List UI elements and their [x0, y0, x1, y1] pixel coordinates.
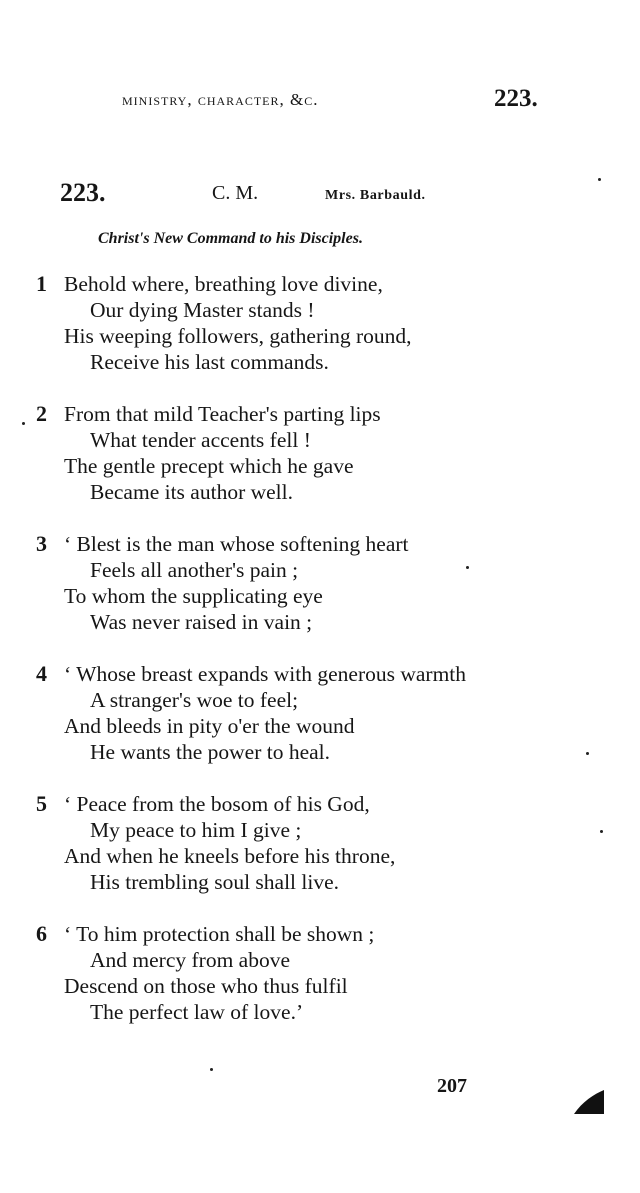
- verse-line: Our dying Master stands !: [90, 298, 315, 322]
- stanza-number: 6: [36, 921, 47, 946]
- verse-line: And when he kneels before his throne,: [64, 844, 396, 868]
- running-head: [0, 85, 640, 118]
- stanza-6: [0, 916, 640, 1024]
- verse-line: And mercy from above: [90, 948, 290, 972]
- verse-line: Feels all another's pain ;: [90, 558, 299, 582]
- stanza-number: 5: [36, 791, 47, 816]
- verse-line: The perfect law of love.’: [90, 1000, 304, 1024]
- verse-line: To whom the supplicating eye: [64, 584, 323, 608]
- page-corner-mark-icon: [572, 1088, 606, 1116]
- print-speck: [586, 752, 589, 755]
- verse-line: His weeping followers, gathering round,: [64, 324, 412, 348]
- stanza-number: 1: [36, 271, 47, 296]
- verse-line: What tender accents fell !: [90, 428, 311, 452]
- running-head-title: ministry, character, &c.: [122, 90, 319, 109]
- verse-line: His trembling soul shall live.: [90, 870, 340, 894]
- hymn-author: Mrs. Barbauld.: [325, 188, 426, 203]
- verse-line: Behold where, breathing love divine,: [64, 272, 383, 296]
- verse-line: ‘ Peace from the bosom of his God,: [64, 792, 370, 816]
- verse-line: ‘ To him protection shall be shown ;: [64, 922, 375, 946]
- verse-line: Was never raised in vain ;: [90, 610, 313, 634]
- running-head-page-number: 223.: [494, 85, 538, 112]
- print-speck: [466, 566, 469, 569]
- verse-line: My peace to him I give ;: [90, 818, 302, 842]
- verse-line: He wants the power to heal.: [90, 740, 331, 764]
- hymn-subtitle: Christ's New Command to his Disciples.: [98, 230, 363, 247]
- print-speck: [22, 422, 25, 425]
- stanza-1: [0, 266, 640, 396]
- stanza-number: 3: [36, 531, 47, 556]
- hymn-heading: [0, 180, 640, 212]
- print-speck: [600, 830, 603, 833]
- footer-page-number: 207: [437, 1075, 467, 1097]
- stanza-5: [0, 786, 640, 916]
- print-speck: [210, 1068, 213, 1071]
- verse-line: Receive his last commands.: [90, 350, 329, 374]
- stanza-3: [0, 526, 640, 656]
- hymn-meter: C. M.: [212, 182, 259, 204]
- verse-line: ‘ Blest is the man whose softening heart: [64, 532, 409, 556]
- verse-line: From that mild Teacher's parting lips: [64, 402, 381, 426]
- stanza-2: [0, 396, 640, 526]
- hymn-text: [0, 266, 640, 1024]
- hymn-number: 223.: [60, 178, 106, 207]
- stanza-4: [0, 656, 640, 786]
- verse-line: ‘ Whose breast expands with generous warmth: [64, 662, 467, 686]
- verse-line: The gentle precept which he gave: [64, 454, 354, 478]
- verse-line: Became its author well.: [90, 480, 293, 504]
- verse-line: And bleeds in pity o'er the wound: [64, 714, 355, 738]
- verse-line: Descend on those who thus fulfil: [64, 974, 348, 998]
- verse-line: A stranger's woe to feel;: [90, 688, 299, 712]
- stanza-number: 4: [36, 661, 47, 686]
- print-speck: [598, 178, 601, 181]
- stanza-number: 2: [36, 401, 47, 426]
